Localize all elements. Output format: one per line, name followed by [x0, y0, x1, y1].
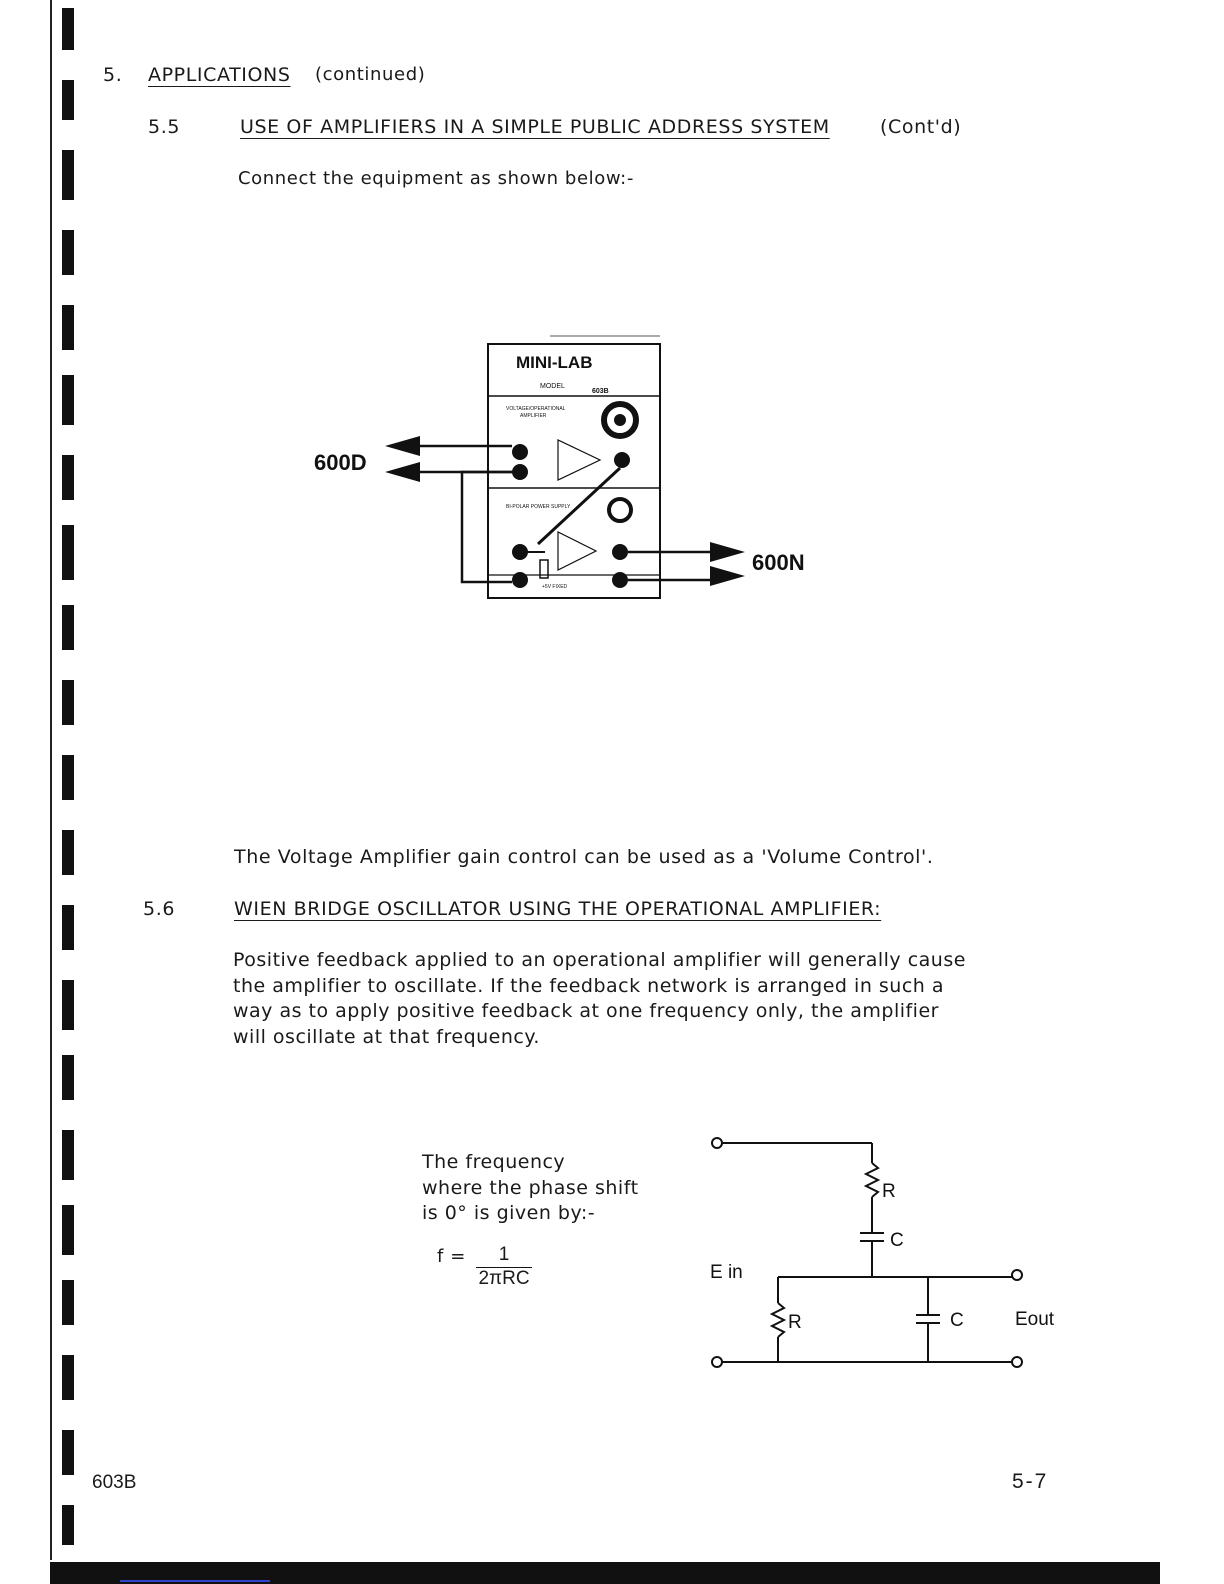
- subsection-number: 5.5: [148, 116, 181, 138]
- terminal: [612, 544, 628, 560]
- binder-mark: [62, 8, 74, 50]
- formula-numerator: 1: [476, 1244, 532, 1268]
- section-suffix: (continued): [315, 64, 426, 85]
- device-label-600D: 600D: [314, 450, 367, 475]
- terminal: [512, 444, 528, 460]
- formula-lhs: f =: [437, 1246, 466, 1267]
- binder-mark: [62, 830, 74, 875]
- formula-line: The frequency: [422, 1151, 566, 1173]
- binder-mark: [62, 605, 74, 650]
- resistor-symbol: [866, 1163, 878, 1197]
- binder-mark: [62, 1205, 74, 1255]
- arrow-to-600D: [385, 436, 420, 456]
- binder-mark: [62, 150, 74, 200]
- instruction-text: Connect the equipment as shown below:-: [238, 168, 634, 189]
- binder-mark: [62, 680, 74, 725]
- arrow-to-600D: [385, 462, 420, 482]
- module-brand: MINI-LAB: [516, 353, 593, 372]
- power-supply-label: BI-POLAR POWER SUPPLY: [506, 504, 571, 510]
- module-panel-subtitle: AMPLIFIER: [520, 413, 547, 419]
- formula-fraction: [476, 1244, 532, 1290]
- section-number: 5.: [103, 64, 123, 86]
- label-c-bottom: C: [950, 1310, 964, 1331]
- paragraph-line: the amplifier to oscillate. If the feedback network is arranged in such a: [233, 974, 945, 997]
- footer-page-number: 5-7: [1012, 1470, 1049, 1493]
- module-model-label: MODEL: [540, 383, 565, 390]
- formula-line: where the phase shift: [422, 1176, 639, 1199]
- wien-bridge-circuit: [700, 1125, 1060, 1375]
- formula-description: [422, 1150, 639, 1227]
- binder-mark: [62, 1280, 74, 1325]
- binder-mark: [62, 980, 74, 1030]
- fixed-supply-label: +5V FIXED: [542, 584, 568, 590]
- binder-mark: [62, 1505, 74, 1545]
- binder-mark: [62, 525, 74, 580]
- terminal: [512, 572, 528, 588]
- binder-mark: [62, 455, 74, 500]
- terminal: [612, 572, 628, 588]
- arrow-to-600N: [710, 566, 745, 586]
- module-model-number: 603B: [592, 388, 609, 395]
- module-wiring-diagram: [300, 330, 805, 620]
- paragraph-line: will oscillate at that frequency.: [233, 1025, 540, 1048]
- label-r-top: R: [882, 1181, 896, 1202]
- binder-mark: [62, 755, 74, 800]
- scan-artifact-line: [120, 1580, 270, 1582]
- paragraph-line: Positive feedback applied to an operational amplifier will generally cause: [233, 949, 966, 971]
- formula-denominator: 2πRC: [478, 1268, 530, 1289]
- arrow-to-600N: [710, 542, 745, 562]
- section-title: APPLICATIONS: [148, 64, 291, 86]
- binder-mark: [62, 905, 74, 950]
- label-ein: E in: [710, 1262, 743, 1283]
- subsection-suffix: (Cont'd): [880, 116, 962, 138]
- module-panel-title: VOLTAGE/OPERATIONAL: [506, 406, 566, 412]
- page-edge-line: [50, 0, 52, 1560]
- resistor-symbol: [772, 1303, 784, 1337]
- binder-mark: [62, 305, 74, 350]
- terminal: [614, 452, 630, 468]
- binder-mark: [62, 1430, 74, 1475]
- subsection-title: WIEN BRIDGE OSCILLATOR USING THE OPERATIONAL AMPLIFIER:: [234, 898, 882, 920]
- volume-control-note: The Voltage Amplifier gain control can be used as a 'Volume Control'.: [234, 846, 934, 868]
- footer-model: 603B: [92, 1472, 137, 1493]
- device-label-600N: 600N: [752, 550, 805, 575]
- label-eout: Eout: [1015, 1309, 1055, 1330]
- binder-mark: [62, 1055, 74, 1100]
- binder-mark: [62, 1355, 74, 1400]
- binder-mark: [62, 230, 74, 275]
- binder-mark: [62, 375, 74, 425]
- subsection-title: USE OF AMPLIFIERS IN A SIMPLE PUBLIC ADDRESS SYSTEM: [240, 116, 830, 138]
- binder-mark: [62, 1130, 74, 1180]
- paragraph-line: way as to apply positive feedback at one frequency only, the amplifier: [233, 1000, 939, 1022]
- binder-mark: [62, 80, 74, 120]
- subsection-number: 5.6: [143, 898, 176, 920]
- paragraph: [233, 948, 993, 1050]
- label-c-top: C: [890, 1230, 904, 1251]
- formula-line: is 0° is given by:-: [422, 1202, 596, 1224]
- label-r-bottom: R: [788, 1312, 802, 1333]
